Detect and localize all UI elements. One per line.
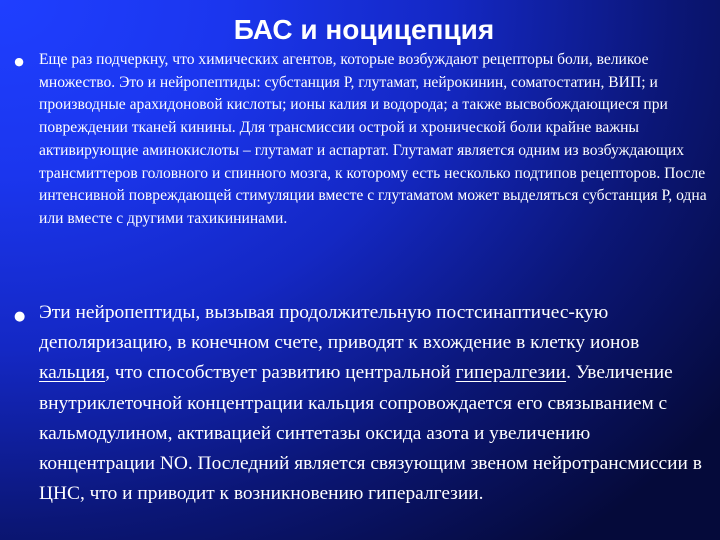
bullet-dot-icon: ● bbox=[14, 55, 24, 68]
bullet-dot-icon: ● bbox=[14, 309, 26, 324]
paragraph-text: , что способствует развитию центральной bbox=[105, 362, 456, 384]
link-hyperalgesia[interactable]: гипералгезии bbox=[455, 362, 567, 384]
bullet-paragraph-1: Еще раз подчеркну, что химических агентов, которые возбуждают рецепторы боли, великое множество. Это и нейропептиды: субстанция Р, глутамат, нейрокинин, соматостатин, ВИП; и производные арахидоновой кислоты; ионы калия и водорода; а также высвобождающиеся при повреждении тканей кинины. Для трансмиссии острой и хронической боли крайне важны активирующие аминокислоты – глутамат и аспартат. Глутамат является одним из возбуждающих трансмиттеров головного и спинного мозга, к которому есть несколько подтипов рецепторов. После интенсивной повреждающей стимуляции вместе с глутаматом может выделяться субстанция Р, одна или вместе с другими тахикининами. bbox=[39, 51, 707, 227]
paragraph-text: Эти нейропептиды, вызывая продолжительную постсинаптичес-кую деполяризацию, в конечном счете, приводят к вхождение в клетку ионов bbox=[39, 302, 640, 354]
slide-title: БАС и ноцицепция bbox=[233, 14, 495, 45]
paragraph-text: . Увеличение внутриклеточной концентрации кальция сопровождается его связыванием с кальмодулином, активацией синтетазы оксида азота и увеличению концентрации NO. Последний является связующим звеном нейротрансмиссии в ЦНС, что и приводит к возникновению гипералгезии. bbox=[39, 362, 702, 505]
link-calcium[interactable]: кальция bbox=[39, 362, 106, 384]
bullet-paragraph-2 bbox=[39, 298, 711, 509]
